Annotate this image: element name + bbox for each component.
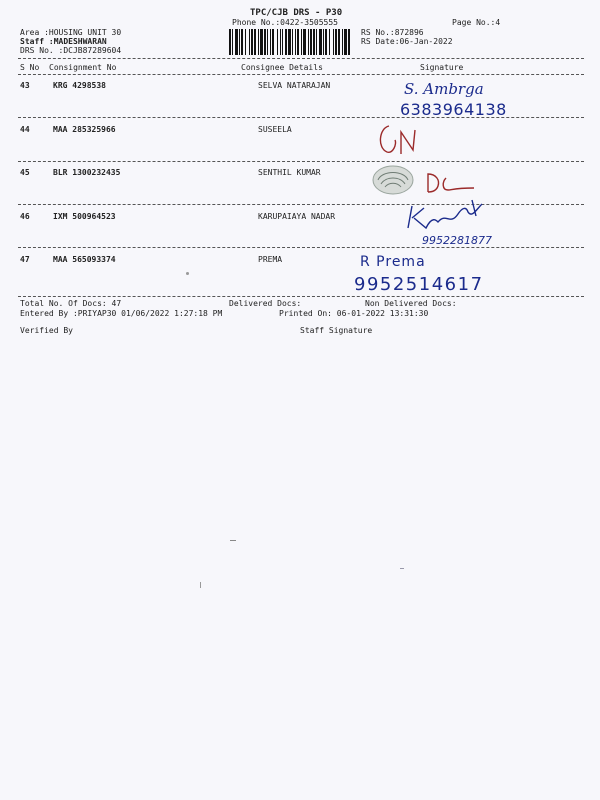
signature-row-46 — [402, 198, 522, 252]
svg-text:9952514617: 9952514617 — [354, 274, 484, 295]
svg-text:9952281877: 9952281877 — [422, 234, 492, 247]
thumbprint-row-45 — [368, 162, 418, 202]
scan-speck — [230, 540, 236, 541]
barcode-image — [229, 29, 351, 55]
signature-row-44 — [375, 120, 425, 164]
row-consignee: KARUPAIAYA NADAR — [258, 212, 336, 221]
divider — [18, 74, 584, 75]
col-sno: S No — [20, 63, 40, 72]
scan-speck — [200, 582, 201, 588]
area-label: Area :HOUSING UNIT 30 — [20, 28, 122, 37]
signature-row-47 — [340, 252, 510, 300]
delivered-docs: Delivered Docs: — [229, 299, 302, 308]
col-signature: Signature — [420, 63, 464, 72]
svg-text:S. Ambrga: S. Ambrga — [404, 80, 484, 98]
divider — [18, 58, 584, 59]
row-sno: 47 — [20, 255, 30, 264]
divider — [18, 296, 584, 297]
row-consignee: SENTHIL KUMAR — [258, 168, 321, 177]
row-sno: 46 — [20, 212, 30, 221]
row-sno: 45 — [20, 168, 30, 177]
row-consignment: MAA 285325966 — [53, 125, 116, 134]
page-number: Page No.:4 — [452, 18, 501, 27]
staff-label: Staff :MADESHWARAN — [20, 37, 107, 46]
document-title: TPC/CJB DRS - P30 — [250, 8, 343, 18]
printed-on: Printed On: 06-01-2022 13:31:30 — [279, 309, 429, 318]
divider — [18, 247, 584, 248]
svg-text:R Prema: R Prema — [360, 254, 426, 270]
row-consignment: BLR 1300232435 — [53, 168, 121, 177]
scan-speck — [186, 272, 189, 275]
staff-signature: Staff Signature — [300, 326, 373, 335]
total-docs: Total No. Of Docs: 47 — [20, 299, 122, 308]
col-consignment: Consignment No — [49, 63, 117, 72]
divider — [18, 117, 584, 118]
non-delivered-docs: Non Delivered Docs: — [365, 299, 457, 308]
signature-row-45 — [424, 172, 484, 200]
divider — [18, 161, 584, 162]
row-consignee: SELVA NATARAJAN — [258, 81, 331, 90]
row-consignee: PREMA — [258, 255, 283, 264]
svg-text:6383964138: 6383964138 — [400, 100, 507, 119]
rs-date: RS Date:06-Jan-2022 — [361, 37, 453, 46]
row-consignment: KRG 4298538 — [53, 81, 106, 90]
row-sno: 44 — [20, 125, 30, 134]
phone-number: Phone No.:0422-3505555 — [232, 18, 338, 27]
row-sno: 43 — [20, 81, 30, 90]
drs-number: DRS No. :DCJB87289604 — [20, 46, 122, 55]
row-consignee: SUSEELA — [258, 125, 292, 134]
col-consignee: Consignee Details — [241, 63, 323, 72]
row-consignment: MAA 565093374 — [53, 255, 116, 264]
scan-speck — [400, 568, 404, 569]
verified-by: Verified By — [20, 326, 73, 335]
row-consignment: IXM 500964523 — [53, 212, 116, 221]
rs-number: RS No.:872896 — [361, 28, 424, 37]
entered-by: Entered By :PRIYAP30 01/06/2022 1:27:18 PM — [20, 309, 223, 318]
